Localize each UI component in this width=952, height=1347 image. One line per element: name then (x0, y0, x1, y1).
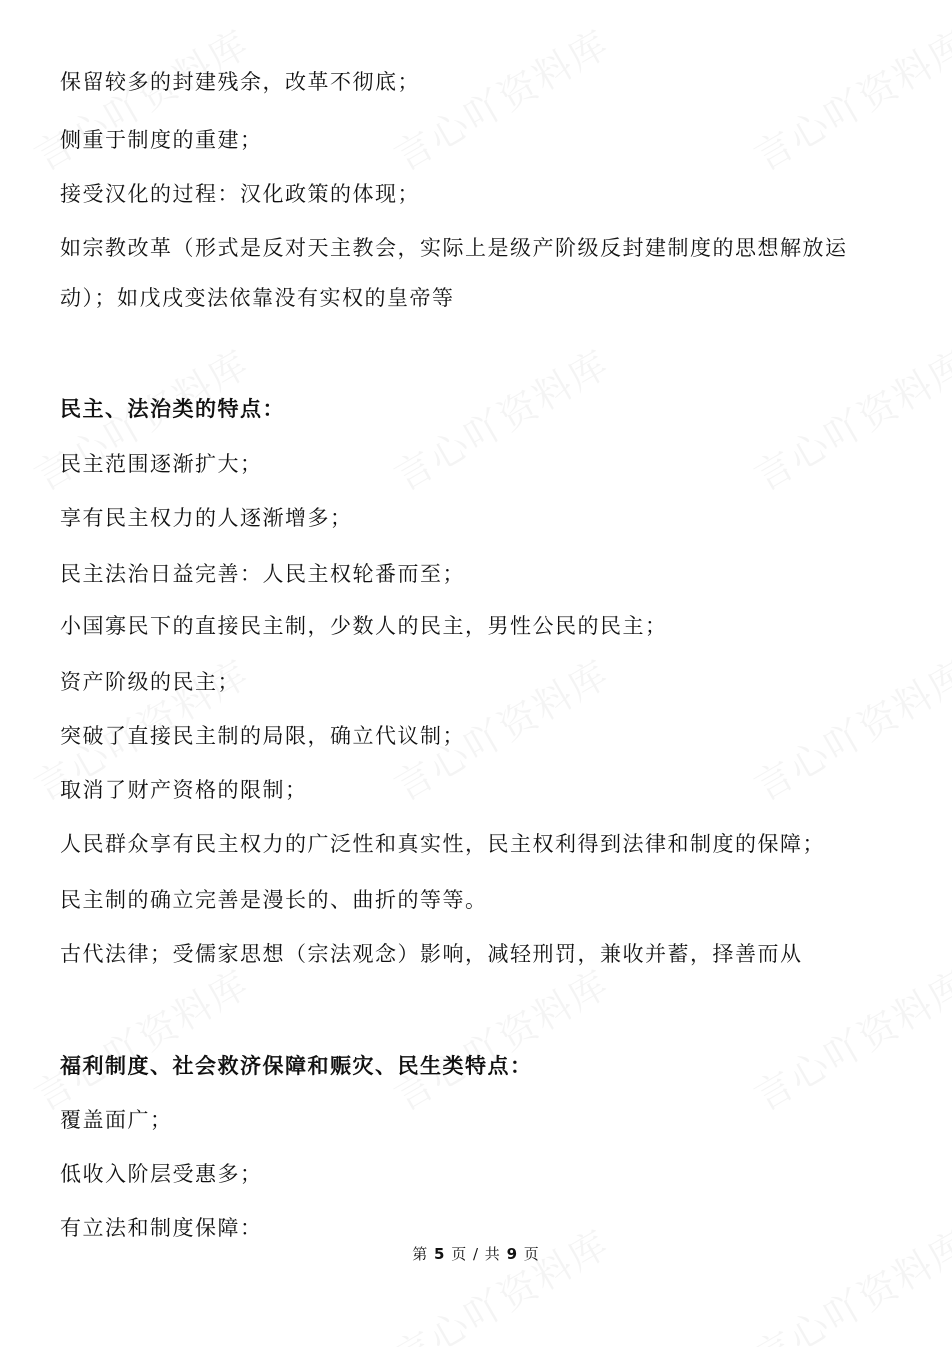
section-heading: 民主、法治类的特点： (60, 396, 285, 421)
text-line: 动）；如戊戌变法依靠没有实权的皇帝等 (60, 286, 455, 310)
text-line: 覆盖面广； (60, 1108, 173, 1132)
watermark-text (382, 14, 617, 182)
text-line: 如宗教改革（形式是反对天主教会，实际上是级产阶级反封建制度的思想解放运 (60, 236, 848, 260)
text-line: 人民群众享有民主权力的广泛性和真实性，民主权利得到法律和制度的保障； (60, 832, 825, 856)
watermark-text (742, 14, 952, 182)
watermark-text (382, 954, 617, 1122)
text-line: 民主范围逐渐扩大； (60, 452, 263, 476)
text-line: 有立法和制度保障： (60, 1216, 263, 1240)
watermark-text (742, 954, 952, 1122)
footer-suffix: 页 (523, 1245, 540, 1263)
watermark-text (742, 644, 952, 812)
watermark-text (742, 334, 952, 502)
watermark-text (382, 334, 617, 502)
current-page-number: 5 (433, 1245, 446, 1263)
text-line: 低收入阶层受惠多； (60, 1162, 263, 1186)
watermark-text (22, 954, 257, 1122)
text-line: 资产阶级的民主； (60, 670, 240, 694)
page-footer (0, 1243, 952, 1264)
text-line: 民主法治日益完善：人民主权轮番而至； (60, 562, 465, 586)
text-line: 小国寡民下的直接民主制，少数人的民主，男性公民的民主； (60, 614, 668, 638)
footer-prefix: 第 (412, 1245, 429, 1263)
footer-middle: 页 / 共 (451, 1245, 501, 1263)
watermark-text (382, 1214, 617, 1347)
text-line: 民主制的确立完善是漫长的、曲折的等等。 (60, 888, 488, 912)
text-line: 保留较多的封建残余，改革不彻底； (60, 70, 420, 94)
total-pages-number: 9 (506, 1245, 519, 1263)
text-line: 取消了财产资格的限制； (60, 778, 308, 802)
watermark-text (22, 14, 257, 182)
text-line: 接受汉化的过程：汉化政策的体现； (60, 182, 420, 206)
text-line: 侧重于制度的重建； (60, 128, 263, 152)
text-line: 享有民主权力的人逐渐增多； (60, 506, 353, 530)
text-line: 突破了直接民主制的局限，确立代议制； (60, 724, 465, 748)
text-line: 古代法律；受儒家思想（宗法观念）影响，减轻刑罚，兼收并蓄，择善而从 (60, 942, 803, 966)
watermark-text (742, 1214, 952, 1347)
section-heading: 福利制度、社会救济保障和赈灾、民生类特点： (60, 1053, 533, 1078)
